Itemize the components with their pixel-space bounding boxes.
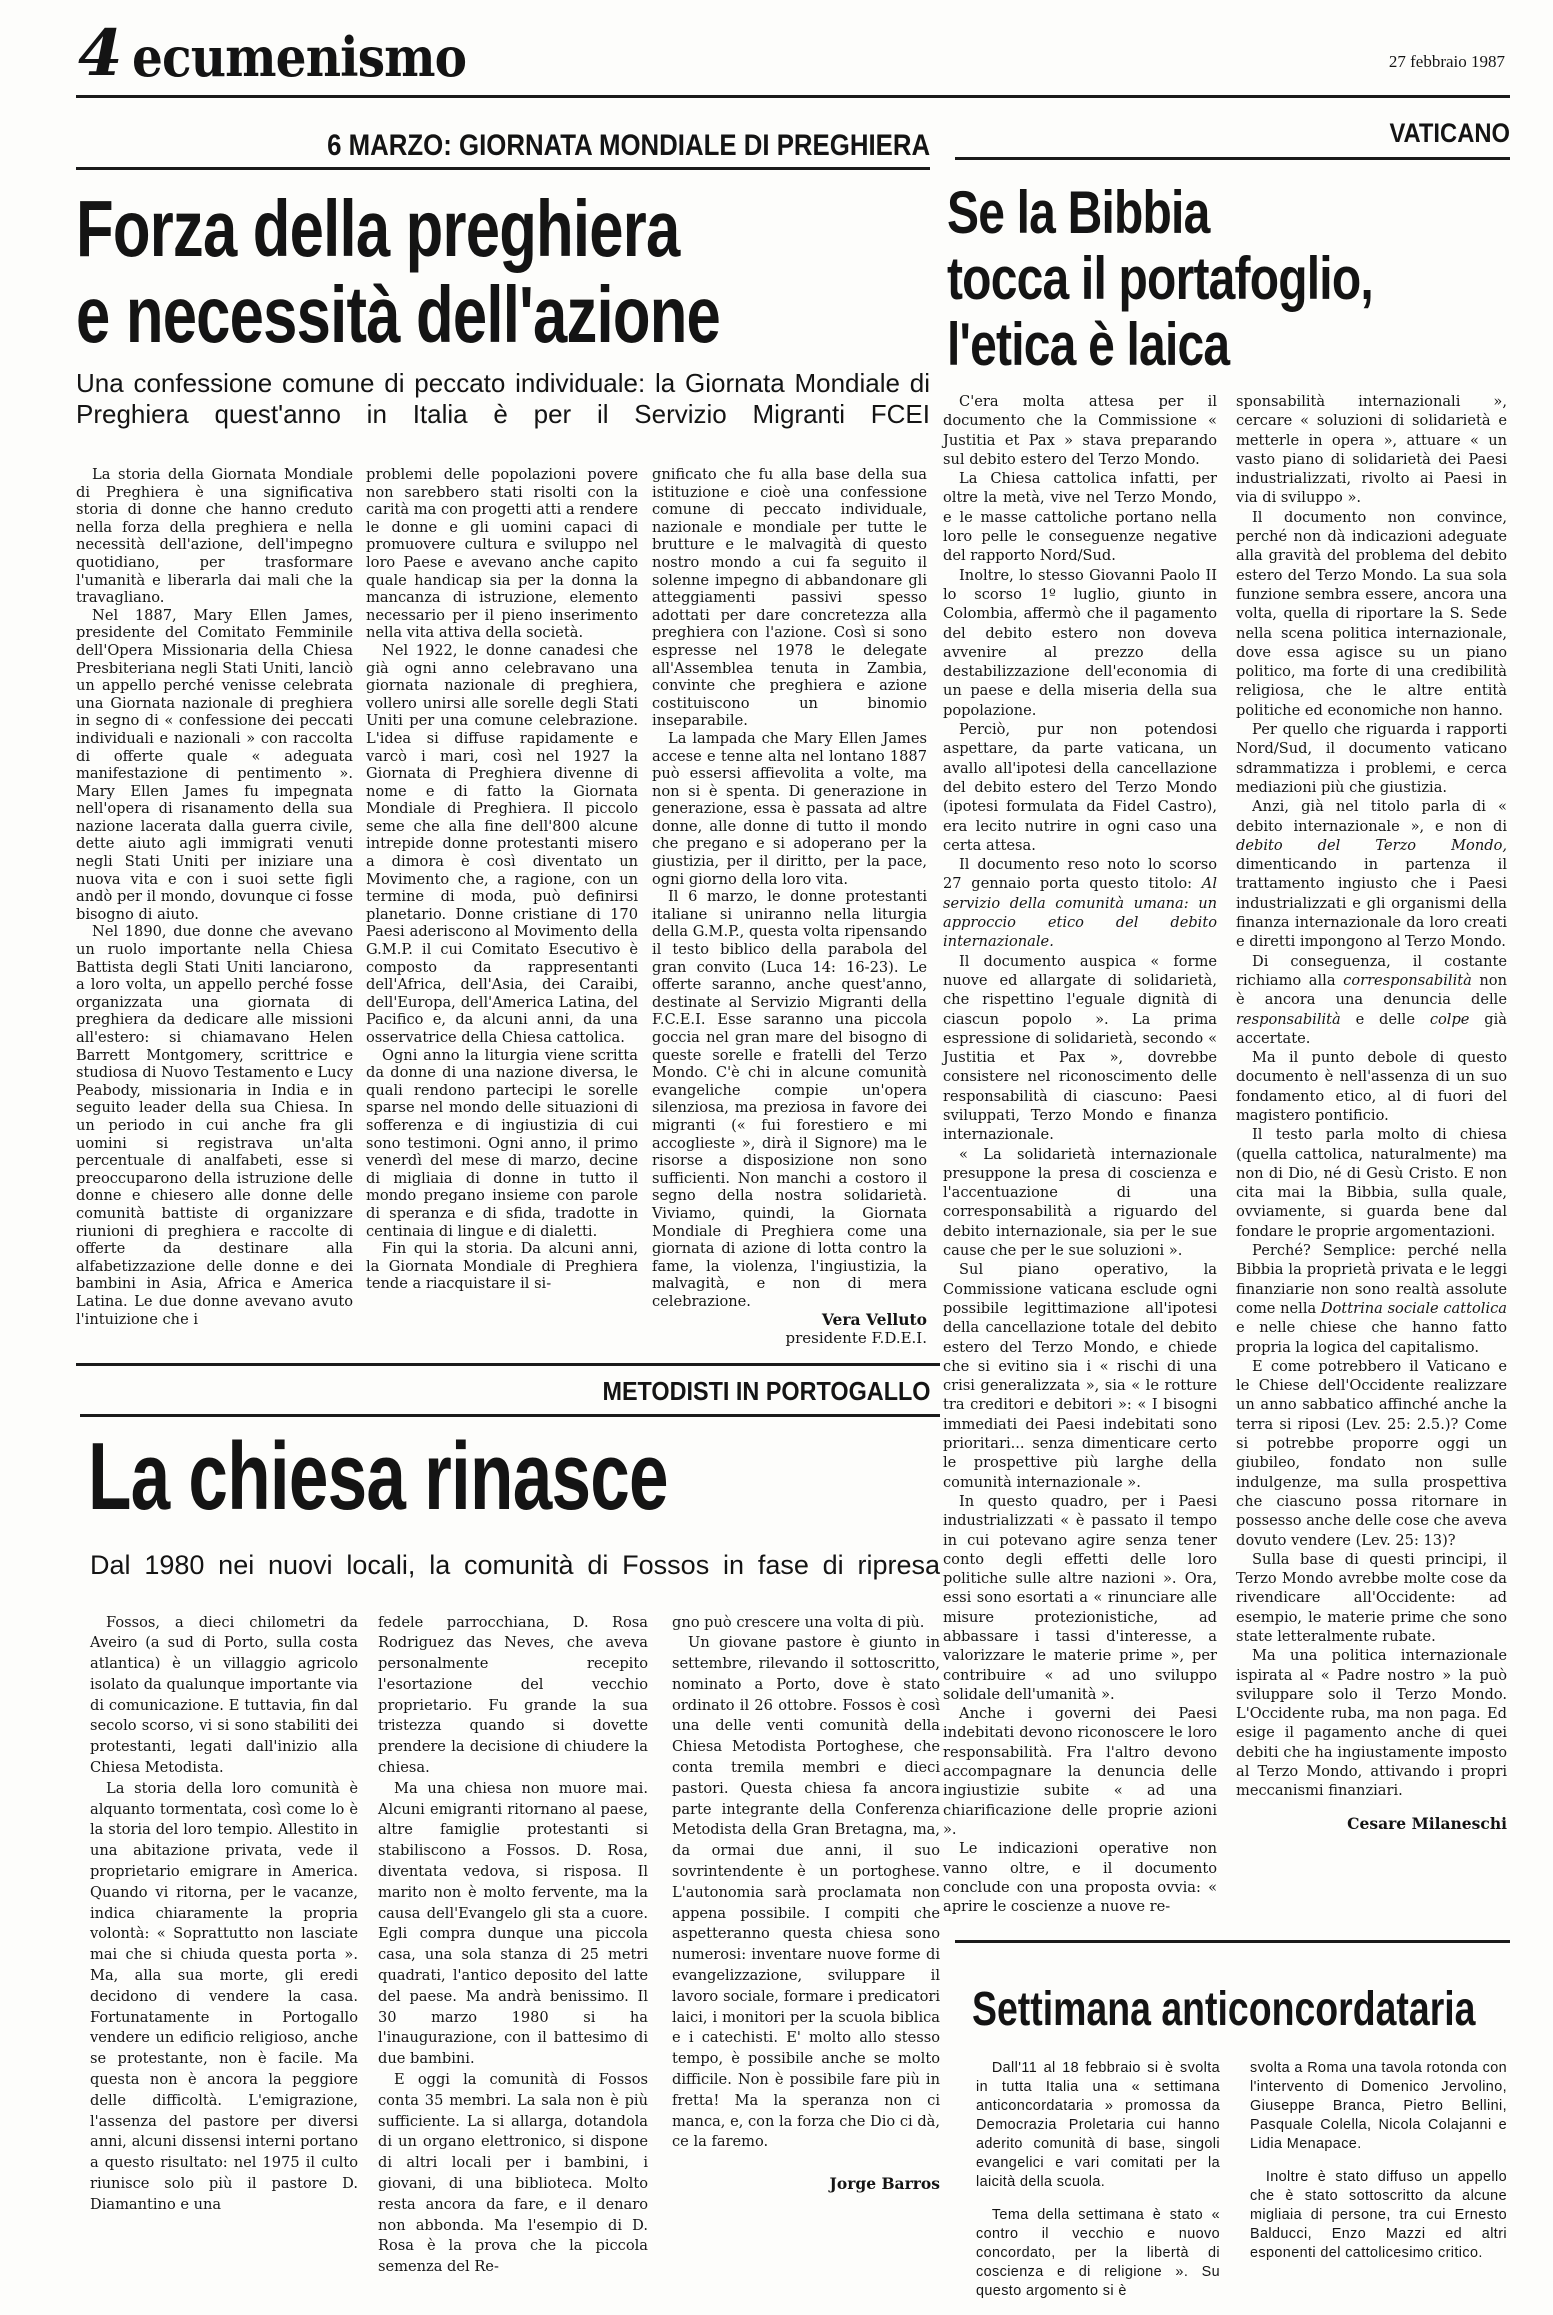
prayer-column-1 bbox=[76, 466, 353, 1328]
italic-text: colpe bbox=[1429, 1010, 1470, 1028]
prayer-kicker: 6 MARZO: GIORNATA MONDIALE DI PREGHIERA bbox=[327, 129, 930, 162]
paragraph: Fin qui la storia. Da alcuni anni, la Giornata Mondiale di Preghiera tende a riacquistare il si- bbox=[366, 1240, 638, 1293]
paragraph bbox=[943, 855, 1217, 951]
text-segment: non è ancora una denuncia delle bbox=[1236, 971, 1507, 1009]
portugal-subtitle: Dal 1980 nei nuovi locali, la comunità di Fossos in fase di ripresa bbox=[90, 1549, 940, 1580]
prayer-headline-line1: Forza della preghiera bbox=[76, 184, 680, 273]
settimana-column-1 bbox=[976, 2059, 1220, 2315]
portugal-column-3 bbox=[672, 1613, 940, 2194]
paragraph: Per quello che riguarda i rapporti Nord/Sud, il documento vaticano sdrammatizza i problemi, e cerca mediazioni più che giustizia. bbox=[1236, 721, 1507, 796]
portugal-column-2 bbox=[378, 1613, 648, 2279]
portugal-kicker-rule bbox=[80, 1414, 940, 1417]
vatican-column-2-text bbox=[1236, 392, 1507, 1801]
paragraph: Inoltre, lo stesso Giovanni Paolo II lo scorso 1º luglio, giunto in Colombia, affermò che il pagamento del debito estero non doveva avvenire al prezzo della destabilizzazione dell'economia di un paese e della miseria della sua popolazione. bbox=[943, 566, 1217, 719]
vatican-headline-line1: Se la Bibbia bbox=[947, 179, 1210, 246]
vatican-kicker-rule bbox=[955, 157, 1510, 160]
italic-text: Al servizio della comunità umana: un approccio etico del debito internazionale. bbox=[943, 875, 1217, 951]
settimana-headline: Settimana anticoncordataria bbox=[972, 1983, 1476, 2037]
portugal-column-1 bbox=[90, 1613, 358, 2216]
prayer-subtitle: Una confessione comune di peccato individuale: la Giornata Mondiale di Preghiera quest'anno in Italia è per il Servizio Migranti FCEI bbox=[76, 368, 930, 429]
issue-date: 27 febbraio 1987 bbox=[1388, 52, 1505, 71]
paragraph: problemi delle popolazioni povere non sarebbero stati risolti con la carità ma con progetti atti a rendere le donne e gli uomini capaci di promuovere cultura e sviluppo nel loro Paese e avevano anche capito quale handicap sia per la donna la mancanza di istruzione, elemento necessario per il pieno inserimento nella vita attiva della società. bbox=[366, 466, 638, 642]
portugal-top-rule bbox=[76, 1363, 940, 1366]
portugal-column-3-text bbox=[672, 1613, 940, 2154]
author-role: presidente F.D.E.I. bbox=[785, 1328, 927, 1347]
vatican-columns bbox=[943, 392, 1510, 1916]
text-segment: Di conseguenza, il costante richiamo alla bbox=[1236, 952, 1507, 989]
italic-text: debito del Terzo Mondo, bbox=[1236, 836, 1507, 854]
portugal-columns bbox=[90, 1613, 941, 2279]
paragraph: « La solidarietà internazionale presuppone la presa di coscienza e l'accentuazione di una corresponsabilità a riguardo del debito internazionale, sia per le sue cause che per le sue soluzioni ». bbox=[943, 1145, 1217, 1260]
paragraph: sponsabilità internazionali », cercare « soluzioni di solidarietà e metterle in opera », attuare « un vasto piano di solidarietà dei Paesi industrializzati, rivolto ai Paesi in via di sviluppo ». bbox=[1236, 393, 1507, 507]
text-segment: e delle bbox=[1340, 1010, 1430, 1028]
prayer-column-2 bbox=[366, 466, 638, 1293]
italic-text: Dottrina sociale cattolica bbox=[1320, 1299, 1507, 1317]
paragraph: svolta a Roma una tavola rotonda con l'intervento di Domenico Jervolino, Giuseppe Branca, Pietro Bellini, Pasquale Colella, Nicola Colajanni e Lidia Menapace. bbox=[1250, 2060, 1507, 2153]
paragraph: fedele parrocchiana, D. Rosa Rodriguez das Neves, che aveva personalmente recepito l'esortazione del vecchio proprietario. Fu grande la sua tristezza quando si dovette prendere la decisione di chiudere la chiesa. bbox=[378, 1613, 648, 1777]
paragraph: Tema della settimana è stato « contro il vecchio e nuovo concordato, per la libertà di coscienza e di religione ». Su questo argomento si è bbox=[976, 2207, 1220, 2300]
author-name: Cesare Milaneschi bbox=[1347, 1813, 1507, 1833]
portugal-kicker-row bbox=[76, 1374, 930, 1408]
paragraph: Ma una politica internazionale ispirata al « Padre nostro » la può sviluppare solo il Terzo Mondo. L'Occidente ruba, ma non paga. Ed esige il pagamento anche di quei debiti che ha ingiustamente imposto al Terzo Mondo, attivando i propri meccanismi finanziari. bbox=[1236, 1647, 1507, 1800]
author-name: Vera Velluto bbox=[821, 1309, 927, 1329]
vatican-column-2 bbox=[1236, 392, 1507, 1833]
text-segment: Anzi, già nel titolo parla di « debito internazionale », e non di bbox=[1236, 798, 1507, 835]
vatican-kicker-row bbox=[943, 115, 1510, 151]
paragraph bbox=[1236, 797, 1507, 951]
vatican-headline-line3: l'etica è laica bbox=[947, 311, 1230, 378]
vatican-headline-line2: tocca il portafoglio, bbox=[947, 245, 1373, 312]
text-segment: Il documento reso noto lo scorso 27 gennaio porta questo titolo: bbox=[943, 856, 1217, 893]
paragraph: Ma il punto debole di questo documento è nell'assenza di un suo fondamento etico, al di fuori del magistero pontificio. bbox=[1236, 1049, 1507, 1124]
paragraph: Il testo parla molto di chiesa (quella cattolica, naturalmente) ma non di Dio, né di Gesù Cristo. E non cita mai la Bibbia, sulla quale, ovviamente, si guarda bene dal fondare le proprie argomentazioni. bbox=[1236, 1126, 1507, 1240]
prayer-columns bbox=[76, 466, 930, 1347]
paragraph: Il documento auspica « forme nuove ed allargate di solidarietà, che rispettino l'eguale dignità di ciascun popolo ». La prima espressione di solidarietà, secondo « Justitia et Pax », dovrebbe consistere nel riconoscimento delle responsabilità di ciascuno: Paesi sviluppati, Terzo Mondo e finanza internazionale. bbox=[943, 952, 1217, 1144]
text-segment: Perché? Semplice: perché nella Bibbia la proprietà privata e le leggi finanziarie non sono realtà assolute come nella bbox=[1236, 1242, 1507, 1317]
paragraph: C'era molta attesa per il documento che la Commissione « Justitia et Pax » stava preparando sul debito estero del Terzo Mondo. bbox=[943, 393, 1217, 468]
settimana-columns bbox=[976, 2059, 1510, 2315]
prayer-column-3-text bbox=[652, 466, 927, 1311]
paragraph bbox=[1236, 1241, 1507, 1357]
paragraph: Nel 1890, due donne che avevano un ruolo importante nella Chiesa Battista degli Stati Uniti lanciarono, a loro volta, un appello perché fosse organizzata una giornata di preghiera da dedicare alle missioni all'estero: si chiamavano Helen Barrett Montgomery, scrittrice e studiosa di Nuovo Testamento e Lucy Peabody, missionaria in India e in seguito leader della sua Chiesa. In un periodo in cui anche fra gli uomini si registrava un'alta percentuale di analfabeti, esse si preoccuparono della istruzione delle donne e chiesero alle donne delle comunità battiste di organizzare riunioni di preghiera e raccolte di offerte da destinare alla alfabetizzazione delle donne e dei bambini in Asia, Africa e America Latina. Le due donne avevano avuto l'intuizione che i bbox=[76, 923, 353, 1328]
text-segment: dimenticando in partenza il trattamento ingiusto che i Paesi industrializzati e gli organismi della finanza internazionale da loro creati e diretti impongono al Terzo Mondo. bbox=[1236, 856, 1507, 951]
paragraph: E come potrebbero il Vaticano e le Chiese dell'Occidente realizzare un anno sabbatico affinché anche la terra si riposi (Lev. 25: 2.5.)? Come si potrebbe proporre oggi un giubileo, fondato non sulle indulgenze, ma sulla prospettiva che ciascuno possa ritornare in possesso anche delle cose che aveva dovuto vendere (Lev. 25: 13)? bbox=[1236, 1357, 1507, 1549]
paragraph: Dall'11 al 18 febbraio si è svolta in tutta Italia una « settimana anticoncordataria » promossa da Democrazia Proletaria cui hanno aderito comunità di base, singoli evangelici e vari comitati per la laicità della scuola. bbox=[976, 2060, 1220, 2191]
portugal-headline: La chiesa rinasce bbox=[88, 1422, 668, 1530]
paragraph: Sulla base di questi principi, il Terzo Mondo avrebbe molte cose da rivendicare all'Occidente: ad esempio, le materie prime che sono state letteralmente rubate. bbox=[1236, 1550, 1507, 1645]
italic-text: responsabilità bbox=[1236, 1010, 1341, 1028]
left-section bbox=[76, 128, 941, 2278]
paragraph: La Chiesa cattolica infatti, per oltre la metà, vive nel Terzo Mondo, e le masse cattoliche portano nella loro pelle le conseguenze negative del rapporto Nord/Sud. bbox=[943, 470, 1217, 565]
prayer-column-3 bbox=[652, 466, 927, 1347]
paragraph: Il 6 marzo, le donne protestanti italiane si uniranno nella liturgia della G.M.P., questa volta ripensando il testo biblico della parabola del gran convito (Luca 14: 16-23). Le offerte saranno, anche quest'anno, destinate al Servizio Migranti della F.C.E.I. Esse saranno una piccola goccia nel gran mare del bisogno di queste sorelle e fratelli del Terzo Mondo. C'è chi in alcune comunità evangeliche compie un'opera silenziosa, ma preziosa in favore dei migranti (« fui forestiero e mi accoglieste », dirà il Signore) ma le risorse a disposizione non sono sufficienti. Non manchi a costoro il segno della nostra solidarietà. Viviamo, quindi, la Giornata Mondiale di Preghiera come una giornata di azione di lotta contro la fame, la violenza, l'ingiustizia, la malvagità, e non di mera celebrazione. bbox=[652, 888, 927, 1310]
paragraph: Il documento non convince, perché non dà indicazioni adeguate alla gravità del problema del debito estero del Terzo Mondo. La sua sola funzione sembra essere, ancora una volta, quella di riportare la S. Sede nella scena politica internazionale, dove essa agisce su un piano politico, ma forte di una credibilità religiosa, che le altre entità politiche ed economiche non hanno. bbox=[1236, 508, 1507, 719]
text-segment: e nelle chiese che hanno fatto propria la logica del capitalismo. bbox=[1236, 1319, 1507, 1356]
vatican-kicker: VATICANO bbox=[1389, 118, 1510, 148]
prayer-kicker-row bbox=[76, 128, 930, 164]
paragraph: Un giovane pastore è giunto in settembre, rilevando il sottoscritto, nominato a Porto, dove è stato ordinato il 26 ottobre. Fossos è così una delle venti comunità della Chiesa Metodista Portoghese, che conta tremila membri e dieci pastori. Questa chiesa fa ancora parte integrante della Conferenza Metodista della Gran Bretagna, ma, da ormai due anni, il suo sovrintendente è un portoghese. L'autonomia sarà proclamata non appena possibile. I compiti che aspetteranno questa chiesa sono numerosi: inventare nuove forme di evangelizzazione, sviluppare il lavoro sociale, formare i predicatori laici, i monitori per la scuola biblica e i catechisti. E' molto allo stesso tempo, è possibile anche se molto difficile. Non è possibile fare più in fretta! Ma la speranza non ci manca, e, con la forza che Dio ci dà, ce la faremo. bbox=[672, 1634, 941, 2151]
right-section bbox=[943, 115, 1510, 2315]
paragraph: Ma una chiesa non muore mai. Alcuni emigranti ritornano al paese, altre famiglie protestanti si stabiliscono a Fossos. D. Rosa, diventata vedova, si risposa. Il marito non è molto fervente, ma la causa dell'Evangelo gli sta a cuore. Egli compra dunque una piccola casa, una sola stanza di 25 metri quadrati, l'antico deposito del latte del paese. Ma andrà benissimo. Il 30 marzo 1980 si ha l'inaugurazione, con il battesimo di due bambini. bbox=[378, 1779, 648, 2068]
page-number: 4 bbox=[78, 16, 123, 91]
paragraph: gnificato che fu alla base della sua istituzione e cioè una confessione comune di peccato individuale, nazionale e mondiale per tutte le brutture e le malvagità di questo nostro mondo a cui fa seguito il solenne impegno di abbandonare gli atteggiamenti passivi spesso adottati per dare concretezza alla preghiera con l'azione. Così si sono espresse nel 1978 le delegate all'Assemblea tenuta in Zambia, convinte che preghiera e azione costituiscono un binomio inseparabile. bbox=[652, 466, 927, 730]
vatican-bottom-rule bbox=[955, 1940, 1510, 1943]
paragraph: E oggi la comunità di Fossos conta 35 membri. La sala non è più sufficiente. La si allarga, dotandola di un organo elettronico, si dispone di altri locali per i bambini, i giovani, di una biblioteca. Molto resta ancora da fare, e il denaro non abbonda. Ma l'esempio di D. Rosa è la prova che la piccola semenza del Re- bbox=[378, 2071, 648, 2276]
paragraph: Sul piano operativo, la Commissione vaticana esclude ogni possibile legittimazione all'ipotesi della cancellazione totale del debito estero del Terzo Mondo, e chiede che si evitino sia i « rischi di una crisi generalizzata », sia « le rotture tra creditori e debitori »: « I bisogni immediati dei Paesi indebitati sono prioritari... senza dimenticare certo le prospettive più larghe della comunità internazionale ». bbox=[943, 1261, 1217, 1491]
paragraph: Nel 1922, le donne canadesi che già ogni anno celebravano una giornata nazionale di preghiera, vollero unirsi alle sorelle degli Stati Uniti per una comune celebrazione. L'idea si diffuse rapidamente e varcò i mari, così nel 1927 la Giornata di Preghiera divenne di nome e di fatto la Giornata Mondiale di Preghiera. Il piccolo seme che alla fine dell'800 alcune intrepide donne protestanti misero a dimora è così diventato un Movimento che, a ragione, con un termine di moda, può definirsi planetario. Donne cristiane di 170 Paesi aderiscono al Movimento della G.M.P. il cui Comitato Esecutivo è composto da rappresentanti dell'Africa, dell'Asia, dei Caraibi, dell'Europa, dell'America Latina, del Pacifico e, da alcuni anni, da una osservatrice della Chiesa cattolica. bbox=[366, 641, 638, 1046]
kicker-rule bbox=[76, 167, 930, 170]
paragraph: Perciò, pur non potendosi aspettare, da parte vaticana, un avallo all'ipotesi della cancellazione del debito estero del Terzo Mondo (ipotesi formulata da Fidel Castro), era lecito nutrire in ogni caso una certa attesa. bbox=[943, 721, 1217, 854]
masthead-rule bbox=[76, 95, 1510, 98]
paragraph: Inoltre è stato diffuso un appello che è stato sottoscritto da alcune migliaia di persone, tra cui Ernesto Balducci, Enzo Mazzi ed altri esponenti del cattolicesimo critico. bbox=[1250, 2169, 1507, 2262]
paragraph: Fossos, a dieci chilometri da Aveiro (a sud di Porto, sulla costa atlantica) è un villaggio agricolo isolato da qualunque importante via di comunicazione. E tuttavia, fin dal secolo scorso, vi si sono stabiliti dei protestanti, legati dall'inizio alla Chiesa Metodista. bbox=[90, 1613, 358, 1777]
italic-text: corresponsabilità bbox=[1343, 971, 1472, 989]
paragraph: Anche i governi dei Paesi indebitati devono riconoscere le loro responsabilità. Fra l'altro devono accompagnare la denuncia delle ingiustizie subite « ad una chiarificazione delle proprie azioni ». bbox=[943, 1705, 1217, 1838]
paragraph: In questo quadro, per i Paesi industrializzati « è passato il tempo in cui potevano agire senza tener conto degli effetti delle loro politiche sulle altre nazioni ». Ora, essi sono esortati a « rinunciare alle misure protezionistiche, ad abbassare i tassi d'interesse, a valorizzare le materie prime », per contribuire « ad uno sviluppo solidale dell'umanità ». bbox=[943, 1492, 1217, 1703]
paragraph: gno può crescere una volta di più. bbox=[672, 1613, 925, 1631]
vatican-column-1 bbox=[943, 392, 1217, 1916]
author-name: Jorge Barros bbox=[829, 2174, 940, 2194]
paragraph: Ogni anno la liturgia viene scritta da donne di una nazione diversa, le quali rendono partecipi le sorelle sparse nel mondo delle situazioni di sofferenza e di ingiustizia di cui sono testimoni. Ogni anno, il primo venerdì del mese di marzo, decine di migliaia di donne in tutto il mondo pregano insieme con parole di speranza e di sfida, tradotte in centinaia di lingue e di dialetti. bbox=[366, 1046, 638, 1240]
settimana-column-2 bbox=[1250, 2059, 1507, 2277]
paragraph bbox=[1236, 952, 1507, 1048]
portugal-kicker: METODISTI IN PORTOGALLO bbox=[601, 1375, 930, 1406]
section-title: ecumenismo bbox=[132, 25, 467, 89]
paragraph: La storia della Giornata Mondiale di Preghiera è una significativa storia di donne che hanno creduto nella forza della preghiera e nella necessità dell'azione, dell'impegno quotidiano, per trasformare l'umanità e liberarla dai mali che la travagliano. bbox=[76, 466, 353, 607]
paragraph: Le indicazioni operative non vanno oltre, e il documento conclude con una proposta ovvia: « aprire le coscienze a nuove re- bbox=[943, 1840, 1217, 1916]
paragraph: La lampada che Mary Ellen James accese e tenne alta nel lontano 1887 può essersi affievolita a volte, ma non si è spenta. Di generazione in generazione, essa è passata ad altre donne, alle donne di tutto il mondo che pregano e si adoperano per la giustizia, per il diritto, per la pace, ogni giorno della loro vita. bbox=[652, 729, 927, 888]
prayer-headline-line2: e necessità dell'azione bbox=[76, 270, 721, 359]
paragraph: Nel 1887, Mary Ellen James, presidente del Comitato Femminile dell'Opera Missionaria della Chiesa Presbiteriana negli Stati Uniti, lanciò un appello perché venisse celebrata una Giornata nazionale di preghiera in segno di « confessione dei peccati individuali e nazionali » con raccolta di offerte quale « adeguata manifestazione di pentimento ». Mary Ellen James fu impegnata nell'opera di risanamento della sua nazione lacerata dalla guerra civile, dette aiuto agli immigrati venuti negli Stati Uniti per iniziare una nuova vita e con i suoi sette figli andò per il mondo, dovunque ci fosse bisogno di aiuto. bbox=[76, 606, 353, 923]
text-segment: già accertate. bbox=[1236, 1010, 1507, 1047]
paragraph: La storia della loro comunità è alquanto tormentata, così come lo è la storia del loro tempio. Allestito in una abitazione privata, vede il proprietario emigrare in America. Quando vi ritorna, per le vacanze, indica chiaramente la propria volontà: « Soprattutto non lasciate mai che si chiuda questa porta ». Ma, alla sua morte, gli eredi decidono di vendere la casa. Fortunatamente in Portogallo vendere un edificio religioso, anche se protestante, non è facile. Ma questa non è ancora la peggiore delle difficoltà. L'emigrazione, l'assenza del pastore per diversi anni, alcuni dissensi interni portano a questo risultato: nel 1975 il culto riunisce solo più il pastore D. Diamantino e una bbox=[90, 1779, 358, 2213]
